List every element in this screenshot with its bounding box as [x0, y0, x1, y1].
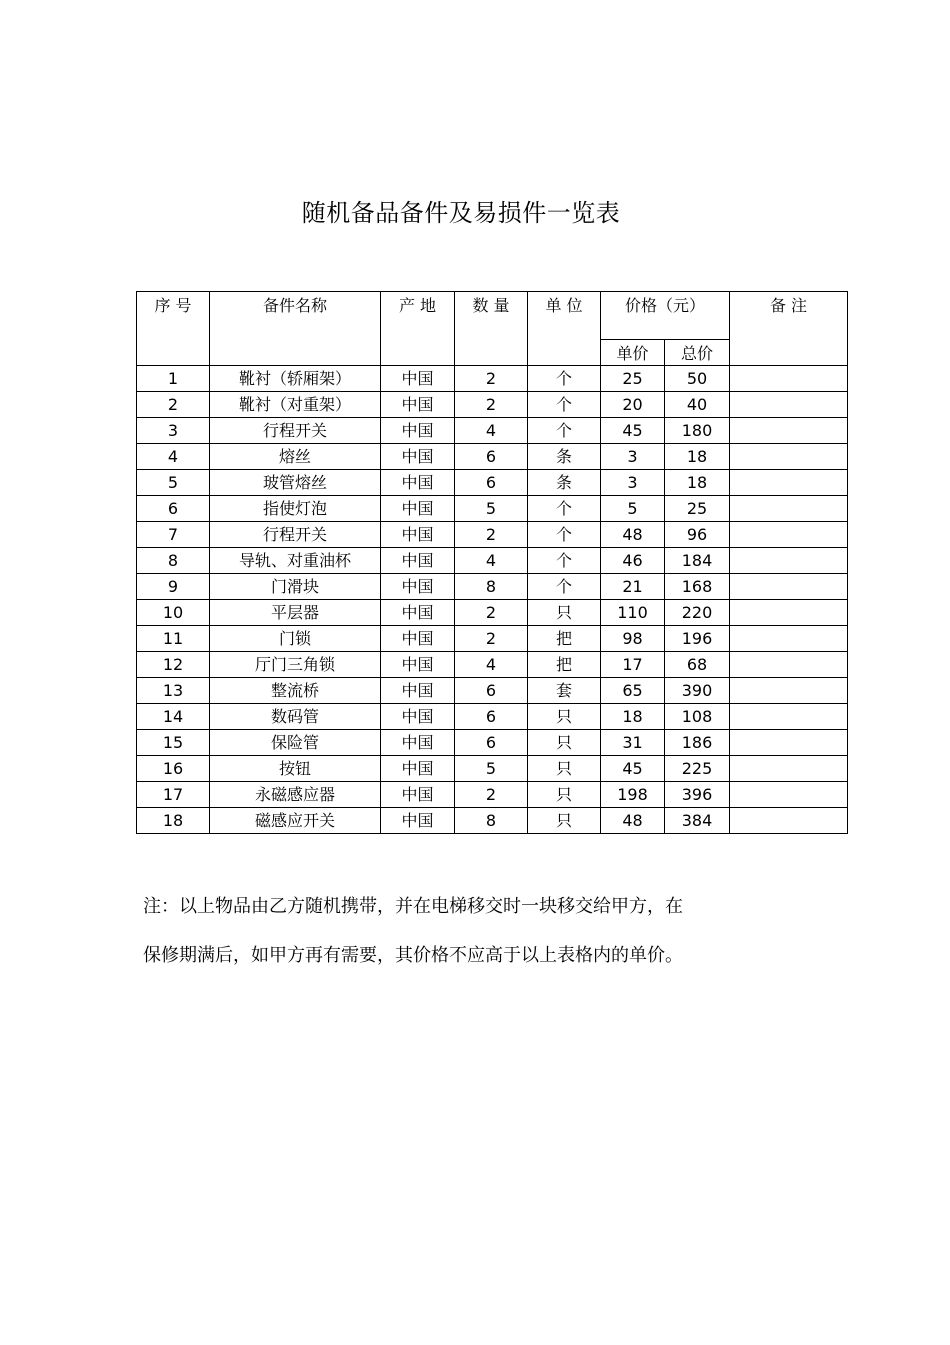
- cell-part-name: 按钮: [210, 756, 381, 782]
- cell-unit: 个: [528, 496, 601, 522]
- cell-unit: 个: [528, 548, 601, 574]
- cell-part-name: 玻管熔丝: [210, 470, 381, 496]
- cell-part-name: 熔丝: [210, 444, 381, 470]
- cell-remark: [730, 522, 848, 548]
- cell-quantity: 2: [455, 626, 528, 652]
- cell-total-price: 50: [665, 366, 730, 392]
- table-row: [137, 600, 848, 626]
- header-origin: 产 地: [381, 292, 455, 366]
- header-total-price: 总价: [665, 340, 730, 366]
- cell-remark: [730, 782, 848, 808]
- cell-unit: 条: [528, 444, 601, 470]
- cell-unit: 只: [528, 730, 601, 756]
- cell-total-price: 396: [665, 782, 730, 808]
- cell-unit-price: 48: [601, 808, 665, 834]
- cell-unit-price: 45: [601, 418, 665, 444]
- cell-part-name: 永磁感应器: [210, 782, 381, 808]
- spare-parts-table: [136, 291, 848, 834]
- cell-unit-price: 25: [601, 366, 665, 392]
- table-row: [137, 574, 848, 600]
- cell-unit: 个: [528, 522, 601, 548]
- cell-origin: 中国: [381, 756, 455, 782]
- cell-unit: 个: [528, 392, 601, 418]
- table-row: [137, 808, 848, 834]
- cell-origin: 中国: [381, 574, 455, 600]
- cell-index: 16: [137, 756, 210, 782]
- cell-part-name: 平层器: [210, 600, 381, 626]
- cell-remark: [730, 392, 848, 418]
- cell-quantity: 6: [455, 678, 528, 704]
- cell-index: 13: [137, 678, 210, 704]
- cell-index: 2: [137, 392, 210, 418]
- cell-index: 4: [137, 444, 210, 470]
- cell-unit-price: 3: [601, 444, 665, 470]
- cell-remark: [730, 470, 848, 496]
- document-title: 随机备品备件及易损件一览表: [301, 199, 621, 227]
- note-line-1: 注：以上物品由乙方随机携带，并在电梯移交时一块移交给甲方，在: [143, 896, 683, 917]
- cell-part-name: 门锁: [210, 626, 381, 652]
- cell-unit-price: 31: [601, 730, 665, 756]
- cell-total-price: 180: [665, 418, 730, 444]
- header-unit-price: 单价: [601, 340, 665, 366]
- cell-origin: 中国: [381, 782, 455, 808]
- table-row: [137, 522, 848, 548]
- cell-quantity: 2: [455, 782, 528, 808]
- cell-part-name: 靴衬（轿厢架）: [210, 366, 381, 392]
- cell-remark: [730, 808, 848, 834]
- header-quantity: 数 量: [455, 292, 528, 366]
- cell-unit: 条: [528, 470, 601, 496]
- cell-unit: 只: [528, 704, 601, 730]
- table-row: [137, 496, 848, 522]
- cell-quantity: 6: [455, 730, 528, 756]
- cell-remark: [730, 418, 848, 444]
- cell-quantity: 8: [455, 574, 528, 600]
- cell-remark: [730, 652, 848, 678]
- cell-remark: [730, 730, 848, 756]
- cell-unit-price: 98: [601, 626, 665, 652]
- cell-index: 1: [137, 366, 210, 392]
- cell-remark: [730, 574, 848, 600]
- cell-unit: 只: [528, 600, 601, 626]
- cell-index: 11: [137, 626, 210, 652]
- header-index: 序 号: [137, 292, 210, 366]
- cell-quantity: 5: [455, 496, 528, 522]
- cell-origin: 中国: [381, 652, 455, 678]
- cell-origin: 中国: [381, 522, 455, 548]
- cell-index: 8: [137, 548, 210, 574]
- cell-quantity: 5: [455, 756, 528, 782]
- cell-unit-price: 21: [601, 574, 665, 600]
- cell-origin: 中国: [381, 470, 455, 496]
- table-row: [137, 444, 848, 470]
- cell-unit-price: 3: [601, 470, 665, 496]
- cell-remark: [730, 704, 848, 730]
- cell-part-name: 指使灯泡: [210, 496, 381, 522]
- cell-quantity: 6: [455, 704, 528, 730]
- cell-part-name: 导轨、对重油杯: [210, 548, 381, 574]
- cell-unit-price: 17: [601, 652, 665, 678]
- cell-total-price: 25: [665, 496, 730, 522]
- table-row: [137, 782, 848, 808]
- cell-origin: 中国: [381, 730, 455, 756]
- cell-unit-price: 5: [601, 496, 665, 522]
- cell-index: 15: [137, 730, 210, 756]
- cell-quantity: 2: [455, 522, 528, 548]
- cell-total-price: 168: [665, 574, 730, 600]
- cell-total-price: 96: [665, 522, 730, 548]
- cell-index: 9: [137, 574, 210, 600]
- cell-unit-price: 20: [601, 392, 665, 418]
- header-unit: 单 位: [528, 292, 601, 366]
- cell-quantity: 8: [455, 808, 528, 834]
- cell-quantity: 2: [455, 366, 528, 392]
- note-line-2: 保修期满后，如甲方再有需要，其价格不应高于以上表格内的单价。: [143, 945, 683, 966]
- cell-origin: 中国: [381, 496, 455, 522]
- cell-total-price: 384: [665, 808, 730, 834]
- cell-total-price: 184: [665, 548, 730, 574]
- cell-index: 10: [137, 600, 210, 626]
- table-row: [137, 652, 848, 678]
- cell-part-name: 厅门三角锁: [210, 652, 381, 678]
- cell-remark: [730, 626, 848, 652]
- cell-unit-price: 48: [601, 522, 665, 548]
- cell-remark: [730, 600, 848, 626]
- table-row: [137, 678, 848, 704]
- table-row: [137, 548, 848, 574]
- cell-unit-price: 198: [601, 782, 665, 808]
- table-row: [137, 470, 848, 496]
- cell-quantity: 6: [455, 470, 528, 496]
- cell-remark: [730, 548, 848, 574]
- table-row: [137, 366, 848, 392]
- header-remark: 备 注: [730, 292, 848, 366]
- cell-part-name: 磁感应开关: [210, 808, 381, 834]
- table-row: [137, 704, 848, 730]
- cell-remark: [730, 444, 848, 470]
- cell-remark: [730, 756, 848, 782]
- cell-index: 3: [137, 418, 210, 444]
- cell-quantity: 2: [455, 600, 528, 626]
- cell-total-price: 40: [665, 392, 730, 418]
- header-price: 价格（元）: [601, 292, 730, 340]
- cell-total-price: 18: [665, 470, 730, 496]
- cell-total-price: 225: [665, 756, 730, 782]
- cell-unit: 个: [528, 366, 601, 392]
- cell-remark: [730, 678, 848, 704]
- table-row: [137, 626, 848, 652]
- cell-unit: 个: [528, 418, 601, 444]
- cell-remark: [730, 496, 848, 522]
- cell-origin: 中国: [381, 808, 455, 834]
- cell-origin: 中国: [381, 418, 455, 444]
- cell-part-name: 整流桥: [210, 678, 381, 704]
- cell-part-name: 行程开关: [210, 522, 381, 548]
- cell-index: 12: [137, 652, 210, 678]
- cell-total-price: 220: [665, 600, 730, 626]
- cell-quantity: 2: [455, 392, 528, 418]
- cell-index: 14: [137, 704, 210, 730]
- cell-part-name: 靴衬（对重架）: [210, 392, 381, 418]
- cell-index: 7: [137, 522, 210, 548]
- cell-origin: 中国: [381, 392, 455, 418]
- table-row: [137, 392, 848, 418]
- cell-index: 6: [137, 496, 210, 522]
- table-row: [137, 756, 848, 782]
- cell-quantity: 4: [455, 548, 528, 574]
- cell-origin: 中国: [381, 548, 455, 574]
- cell-index: 17: [137, 782, 210, 808]
- cell-unit-price: 45: [601, 756, 665, 782]
- cell-index: 18: [137, 808, 210, 834]
- cell-unit: 只: [528, 808, 601, 834]
- cell-part-name: 门滑块: [210, 574, 381, 600]
- cell-origin: 中国: [381, 444, 455, 470]
- cell-unit-price: 46: [601, 548, 665, 574]
- cell-part-name: 数码管: [210, 704, 381, 730]
- header-name: 备件名称: [210, 292, 381, 366]
- cell-origin: 中国: [381, 366, 455, 392]
- cell-unit: 把: [528, 626, 601, 652]
- cell-part-name: 保险管: [210, 730, 381, 756]
- cell-unit: 把: [528, 652, 601, 678]
- table-row: [137, 730, 848, 756]
- cell-unit: 只: [528, 756, 601, 782]
- cell-origin: 中国: [381, 626, 455, 652]
- cell-origin: 中国: [381, 600, 455, 626]
- cell-total-price: 68: [665, 652, 730, 678]
- cell-unit: 只: [528, 782, 601, 808]
- cell-total-price: 108: [665, 704, 730, 730]
- cell-total-price: 186: [665, 730, 730, 756]
- cell-origin: 中国: [381, 678, 455, 704]
- cell-unit: 套: [528, 678, 601, 704]
- cell-unit-price: 18: [601, 704, 665, 730]
- cell-quantity: 4: [455, 652, 528, 678]
- cell-unit: 个: [528, 574, 601, 600]
- cell-unit-price: 110: [601, 600, 665, 626]
- cell-origin: 中国: [381, 704, 455, 730]
- table-row: [137, 418, 848, 444]
- cell-total-price: 18: [665, 444, 730, 470]
- cell-index: 5: [137, 470, 210, 496]
- cell-quantity: 4: [455, 418, 528, 444]
- cell-quantity: 6: [455, 444, 528, 470]
- cell-remark: [730, 366, 848, 392]
- cell-part-name: 行程开关: [210, 418, 381, 444]
- cell-unit-price: 65: [601, 678, 665, 704]
- cell-total-price: 390: [665, 678, 730, 704]
- cell-total-price: 196: [665, 626, 730, 652]
